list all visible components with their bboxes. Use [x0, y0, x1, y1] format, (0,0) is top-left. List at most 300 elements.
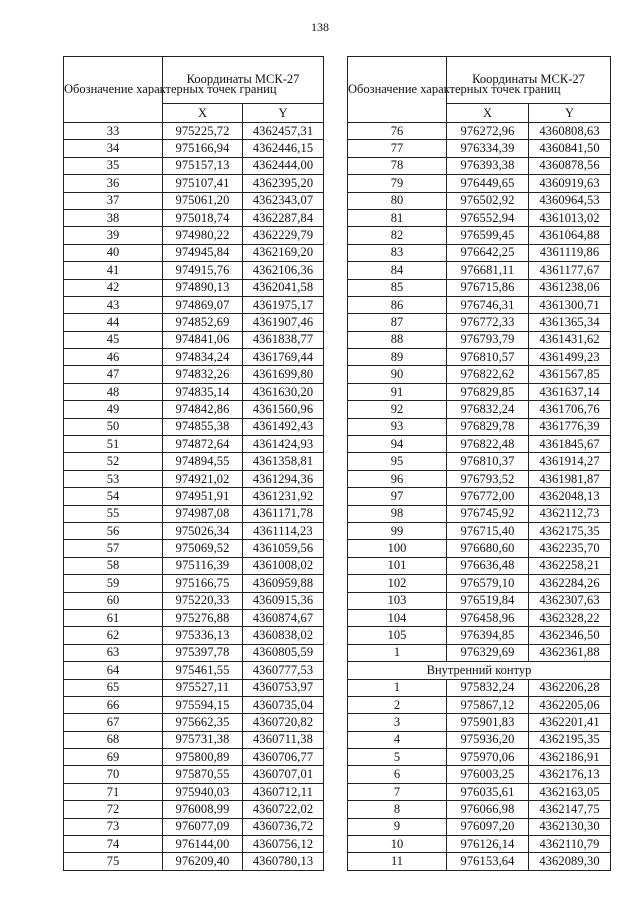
y-coordinate: 4361294,36	[243, 470, 324, 487]
table-row	[348, 488, 611, 505]
x-coordinate: 976097,20	[447, 818, 529, 835]
x-coordinate: 974852,69	[163, 314, 243, 331]
table-row	[348, 418, 611, 435]
table-row	[64, 175, 324, 192]
point-number: 58	[64, 557, 163, 574]
point-number: 77	[348, 140, 447, 157]
table-row	[348, 175, 611, 192]
x-coordinate: 976502,92	[447, 192, 529, 209]
point-number: 103	[348, 592, 447, 609]
y-coordinate: 4361059,56	[243, 540, 324, 557]
table-row	[64, 140, 324, 157]
point-number: 53	[64, 470, 163, 487]
point-number: 36	[64, 175, 163, 192]
y-coordinate: 4362457,31	[243, 123, 324, 140]
y-coordinate: 4361769,44	[243, 349, 324, 366]
point-number: 71	[64, 783, 163, 800]
y-coordinate: 4361424,93	[243, 436, 324, 453]
x-coordinate: 975061,20	[163, 192, 243, 209]
table-row	[64, 731, 324, 748]
y-coordinate: 4362176,13	[529, 766, 611, 783]
x-coordinate: 976822,48	[447, 436, 529, 453]
table-row	[348, 349, 611, 366]
table-row	[64, 818, 324, 835]
header-coordinates: Координаты МСК-27	[163, 57, 324, 104]
y-coordinate: 4361981,87	[529, 470, 611, 487]
x-coordinate: 976772,33	[447, 314, 529, 331]
table-row	[348, 644, 611, 661]
point-number: 85	[348, 279, 447, 296]
y-coordinate: 4362130,30	[529, 818, 611, 835]
point-number: 3	[348, 714, 447, 731]
point-number: 6	[348, 766, 447, 783]
x-coordinate: 975594,15	[163, 696, 243, 713]
x-coordinate: 976579,10	[447, 575, 529, 592]
y-coordinate: 4361114,23	[243, 522, 324, 539]
point-number: 4	[348, 731, 447, 748]
y-coordinate: 4360780,13	[243, 853, 324, 870]
point-number: 66	[64, 696, 163, 713]
section-row	[348, 662, 611, 679]
table-row	[348, 296, 611, 313]
x-coordinate: 975832,24	[447, 679, 529, 696]
x-coordinate: 976680,60	[447, 540, 529, 557]
table-row	[348, 453, 611, 470]
y-coordinate: 4361630,20	[243, 383, 324, 400]
table-row	[64, 575, 324, 592]
y-coordinate: 4362186,91	[529, 749, 611, 766]
table-row	[348, 366, 611, 383]
point-number: 1	[348, 679, 447, 696]
y-coordinate: 4360711,38	[243, 731, 324, 748]
y-coordinate: 4362163,05	[529, 783, 611, 800]
x-coordinate: 975870,55	[163, 766, 243, 783]
y-coordinate: 4361560,96	[243, 401, 324, 418]
y-coordinate: 4362089,30	[529, 853, 611, 870]
point-number: 63	[64, 644, 163, 661]
table-row	[64, 488, 324, 505]
x-coordinate: 975166,75	[163, 575, 243, 592]
table-row	[64, 540, 324, 557]
y-coordinate: 4362307,63	[529, 592, 611, 609]
table-row	[64, 401, 324, 418]
table-body-left	[64, 123, 324, 871]
x-coordinate: 976552,94	[447, 209, 529, 226]
y-coordinate: 4360735,04	[243, 696, 324, 713]
table-row	[348, 470, 611, 487]
point-number: 88	[348, 331, 447, 348]
x-coordinate: 976822,62	[447, 366, 529, 383]
y-coordinate: 4360756,12	[243, 836, 324, 853]
x-coordinate: 975116,39	[163, 557, 243, 574]
x-coordinate: 976745,92	[447, 505, 529, 522]
point-number: 99	[348, 522, 447, 539]
coordinates-table-right	[347, 56, 611, 871]
table-row	[64, 783, 324, 800]
table-row	[64, 801, 324, 818]
y-coordinate: 4361499,23	[529, 349, 611, 366]
y-coordinate: 4362284,26	[529, 575, 611, 592]
table-row	[64, 609, 324, 626]
x-coordinate: 974869,07	[163, 296, 243, 313]
table-row	[348, 505, 611, 522]
point-number: 90	[348, 366, 447, 383]
table-row	[64, 662, 324, 679]
table-row	[64, 470, 324, 487]
x-coordinate: 976126,14	[447, 836, 529, 853]
x-coordinate: 975069,52	[163, 540, 243, 557]
table-row	[64, 714, 324, 731]
point-number: 101	[348, 557, 447, 574]
point-number: 1	[348, 644, 447, 661]
y-coordinate: 4361238,06	[529, 279, 611, 296]
table-row	[348, 227, 611, 244]
table-row	[348, 783, 611, 800]
table-row	[64, 557, 324, 574]
point-number: 5	[348, 749, 447, 766]
y-coordinate: 4362361,88	[529, 644, 611, 661]
x-coordinate: 976715,86	[447, 279, 529, 296]
y-coordinate: 4362169,20	[243, 244, 324, 261]
y-coordinate: 4362328,22	[529, 609, 611, 626]
x-coordinate: 976393,38	[447, 157, 529, 174]
y-coordinate: 4361365,34	[529, 314, 611, 331]
x-coordinate: 976642,25	[447, 244, 529, 261]
y-coordinate: 4360878,56	[529, 157, 611, 174]
x-coordinate: 975461,55	[163, 662, 243, 679]
table-row	[64, 592, 324, 609]
x-coordinate: 976636,48	[447, 557, 529, 574]
x-coordinate: 976793,79	[447, 331, 529, 348]
x-coordinate: 976519,84	[447, 592, 529, 609]
point-number: 57	[64, 540, 163, 557]
y-coordinate: 4362106,36	[243, 262, 324, 279]
point-number: 80	[348, 192, 447, 209]
table-row	[348, 279, 611, 296]
y-coordinate: 4362229,79	[243, 227, 324, 244]
point-number: 10	[348, 836, 447, 853]
x-coordinate: 976272,96	[447, 123, 529, 140]
x-coordinate: 974832,26	[163, 366, 243, 383]
x-coordinate: 976458,96	[447, 609, 529, 626]
y-coordinate: 4361907,46	[243, 314, 324, 331]
point-number: 104	[348, 609, 447, 626]
table-row	[348, 557, 611, 574]
x-coordinate: 976035,61	[447, 783, 529, 800]
point-number: 2	[348, 696, 447, 713]
table-row	[348, 522, 611, 539]
x-coordinate: 974987,08	[163, 505, 243, 522]
point-number: 56	[64, 522, 163, 539]
x-coordinate: 975107,41	[163, 175, 243, 192]
point-number: 40	[64, 244, 163, 261]
page-number: 138	[311, 20, 329, 34]
y-coordinate: 4362147,75	[529, 801, 611, 818]
x-coordinate: 976077,09	[163, 818, 243, 835]
table-row	[348, 383, 611, 400]
x-coordinate: 975970,06	[447, 749, 529, 766]
table-row	[64, 383, 324, 400]
point-number: 59	[64, 575, 163, 592]
x-coordinate: 976810,57	[447, 349, 529, 366]
y-coordinate: 4361776,39	[529, 418, 611, 435]
table-row	[348, 244, 611, 261]
header-point-label: Обозначение характерных точек границ	[64, 57, 163, 123]
y-coordinate: 4362444,00	[243, 157, 324, 174]
table-row	[64, 331, 324, 348]
x-coordinate: 975157,13	[163, 157, 243, 174]
table-row	[348, 592, 611, 609]
table-row	[64, 123, 324, 140]
x-coordinate: 974945,84	[163, 244, 243, 261]
point-number: 39	[64, 227, 163, 244]
x-coordinate: 974834,24	[163, 349, 243, 366]
table-row	[64, 436, 324, 453]
table-row	[64, 836, 324, 853]
table-row	[64, 679, 324, 696]
point-number: 74	[64, 836, 163, 853]
y-coordinate: 4362287,84	[243, 209, 324, 226]
x-coordinate: 976209,40	[163, 853, 243, 870]
x-coordinate: 975731,38	[163, 731, 243, 748]
point-number: 45	[64, 331, 163, 348]
table-row	[64, 209, 324, 226]
table-row	[64, 853, 324, 870]
point-number: 9	[348, 818, 447, 835]
x-coordinate: 974841,06	[163, 331, 243, 348]
y-coordinate: 4362395,20	[243, 175, 324, 192]
table-row	[348, 331, 611, 348]
x-coordinate: 975336,13	[163, 627, 243, 644]
point-number: 7	[348, 783, 447, 800]
table-row	[348, 801, 611, 818]
table-row	[348, 731, 611, 748]
table-row	[348, 853, 611, 870]
table-row	[64, 227, 324, 244]
point-number: 83	[348, 244, 447, 261]
point-number: 42	[64, 279, 163, 296]
point-number: 64	[64, 662, 163, 679]
y-coordinate: 4362205,06	[529, 696, 611, 713]
point-number: 94	[348, 436, 447, 453]
coordinates-table-left	[63, 56, 324, 871]
y-coordinate: 4361064,88	[529, 227, 611, 244]
point-number: 55	[64, 505, 163, 522]
point-number: 98	[348, 505, 447, 522]
table-row	[64, 279, 324, 296]
y-coordinate: 4361358,81	[243, 453, 324, 470]
table-row	[348, 192, 611, 209]
point-number: 76	[348, 123, 447, 140]
table-row	[348, 209, 611, 226]
point-number: 65	[64, 679, 163, 696]
point-number: 38	[64, 209, 163, 226]
x-coordinate: 975166,94	[163, 140, 243, 157]
point-number: 8	[348, 801, 447, 818]
point-number: 61	[64, 609, 163, 626]
table-row	[348, 714, 611, 731]
point-number: 70	[64, 766, 163, 783]
y-coordinate: 4362110,79	[529, 836, 611, 853]
x-coordinate: 974921,02	[163, 470, 243, 487]
table-row	[64, 262, 324, 279]
y-coordinate: 4361008,02	[243, 557, 324, 574]
y-coordinate: 4361838,77	[243, 331, 324, 348]
point-number: 95	[348, 453, 447, 470]
y-coordinate: 4361567,85	[529, 366, 611, 383]
x-coordinate: 976334,39	[447, 140, 529, 157]
point-number: 46	[64, 349, 163, 366]
point-number: 73	[64, 818, 163, 835]
point-number: 34	[64, 140, 163, 157]
y-coordinate: 4360777,53	[243, 662, 324, 679]
point-number: 54	[64, 488, 163, 505]
x-coordinate: 976829,85	[447, 383, 529, 400]
x-coordinate: 976715,40	[447, 522, 529, 539]
x-coordinate: 974890,13	[163, 279, 243, 296]
table-row	[64, 505, 324, 522]
point-number: 33	[64, 123, 163, 140]
point-number: 48	[64, 383, 163, 400]
table-row	[348, 609, 611, 626]
x-coordinate: 976793,52	[447, 470, 529, 487]
table-row	[348, 627, 611, 644]
header-y: Y	[243, 103, 324, 122]
x-coordinate: 975276,88	[163, 609, 243, 626]
table-row	[348, 575, 611, 592]
x-coordinate: 976144,00	[163, 836, 243, 853]
table-row	[348, 314, 611, 331]
y-coordinate: 4362195,35	[529, 731, 611, 748]
header-coordinates: Координаты МСК-27	[447, 57, 611, 104]
point-number: 60	[64, 592, 163, 609]
x-coordinate: 975940,03	[163, 783, 243, 800]
point-number: 69	[64, 749, 163, 766]
point-number: 43	[64, 296, 163, 313]
header-y: Y	[529, 103, 611, 122]
x-coordinate: 975397,78	[163, 644, 243, 661]
y-coordinate: 4362235,70	[529, 540, 611, 557]
x-coordinate: 975901,83	[447, 714, 529, 731]
x-coordinate: 975527,11	[163, 679, 243, 696]
table-row	[348, 401, 611, 418]
y-coordinate: 4361492,43	[243, 418, 324, 435]
x-coordinate: 974872,64	[163, 436, 243, 453]
y-coordinate: 4362258,21	[529, 557, 611, 574]
y-coordinate: 4361177,67	[529, 262, 611, 279]
y-coordinate: 4361699,80	[243, 366, 324, 383]
table-row	[64, 296, 324, 313]
y-coordinate: 4361637,14	[529, 383, 611, 400]
table-body-right	[348, 123, 611, 871]
header-point-label: Обозначение характерных точек границ	[348, 57, 447, 123]
table-row	[348, 836, 611, 853]
point-number: 81	[348, 209, 447, 226]
y-coordinate: 4360841,50	[529, 140, 611, 157]
x-coordinate: 974894,55	[163, 453, 243, 470]
y-coordinate: 4360736,72	[243, 818, 324, 835]
table-row	[64, 244, 324, 261]
header-x: X	[163, 103, 243, 122]
table-row	[348, 262, 611, 279]
y-coordinate: 4361119,86	[529, 244, 611, 261]
point-number: 93	[348, 418, 447, 435]
point-number: 86	[348, 296, 447, 313]
y-coordinate: 4360915,36	[243, 592, 324, 609]
y-coordinate: 4362175,35	[529, 522, 611, 539]
point-number: 75	[64, 853, 163, 870]
x-coordinate: 976810,37	[447, 453, 529, 470]
y-coordinate: 4362346,50	[529, 627, 611, 644]
x-coordinate: 976329,69	[447, 644, 529, 661]
x-coordinate: 975225,72	[163, 123, 243, 140]
y-coordinate: 4360805,59	[243, 644, 324, 661]
point-number: 84	[348, 262, 447, 279]
point-number: 50	[64, 418, 163, 435]
y-coordinate: 4360706,77	[243, 749, 324, 766]
table-row	[64, 192, 324, 209]
x-coordinate: 974951,91	[163, 488, 243, 505]
point-number: 91	[348, 383, 447, 400]
x-coordinate: 975026,34	[163, 522, 243, 539]
x-coordinate: 976832,24	[447, 401, 529, 418]
x-coordinate: 975800,89	[163, 749, 243, 766]
y-coordinate: 4360919,63	[529, 175, 611, 192]
y-coordinate: 4361914,27	[529, 453, 611, 470]
point-number: 62	[64, 627, 163, 644]
y-coordinate: 4361171,78	[243, 505, 324, 522]
table-row	[348, 436, 611, 453]
point-number: 52	[64, 453, 163, 470]
y-coordinate: 4361845,67	[529, 436, 611, 453]
point-number: 100	[348, 540, 447, 557]
table-row	[348, 679, 611, 696]
y-coordinate: 4361431,62	[529, 331, 611, 348]
point-number: 49	[64, 401, 163, 418]
x-coordinate: 976829,78	[447, 418, 529, 435]
point-number: 67	[64, 714, 163, 731]
x-coordinate: 974842,86	[163, 401, 243, 418]
y-coordinate: 4360722,02	[243, 801, 324, 818]
x-coordinate: 976153,64	[447, 853, 529, 870]
header-x: X	[447, 103, 529, 122]
y-coordinate: 4361300,71	[529, 296, 611, 313]
y-coordinate: 4360874,67	[243, 609, 324, 626]
table-row	[64, 627, 324, 644]
x-coordinate: 974855,38	[163, 418, 243, 435]
x-coordinate: 975936,20	[447, 731, 529, 748]
table-row	[64, 696, 324, 713]
x-coordinate: 974835,14	[163, 383, 243, 400]
point-number: 44	[64, 314, 163, 331]
y-coordinate: 4361706,76	[529, 401, 611, 418]
y-coordinate: 4362048,13	[529, 488, 611, 505]
table-row	[348, 140, 611, 157]
point-number: 47	[64, 366, 163, 383]
x-coordinate: 976772,00	[447, 488, 529, 505]
y-coordinate: 4360808,63	[529, 123, 611, 140]
y-coordinate: 4360707,01	[243, 766, 324, 783]
x-coordinate: 976449,65	[447, 175, 529, 192]
point-number: 72	[64, 801, 163, 818]
table-row	[348, 766, 611, 783]
y-coordinate: 4360838,02	[243, 627, 324, 644]
table-row	[64, 314, 324, 331]
table-row	[64, 366, 324, 383]
y-coordinate: 4362343,07	[243, 192, 324, 209]
point-number: 102	[348, 575, 447, 592]
point-number: 78	[348, 157, 447, 174]
